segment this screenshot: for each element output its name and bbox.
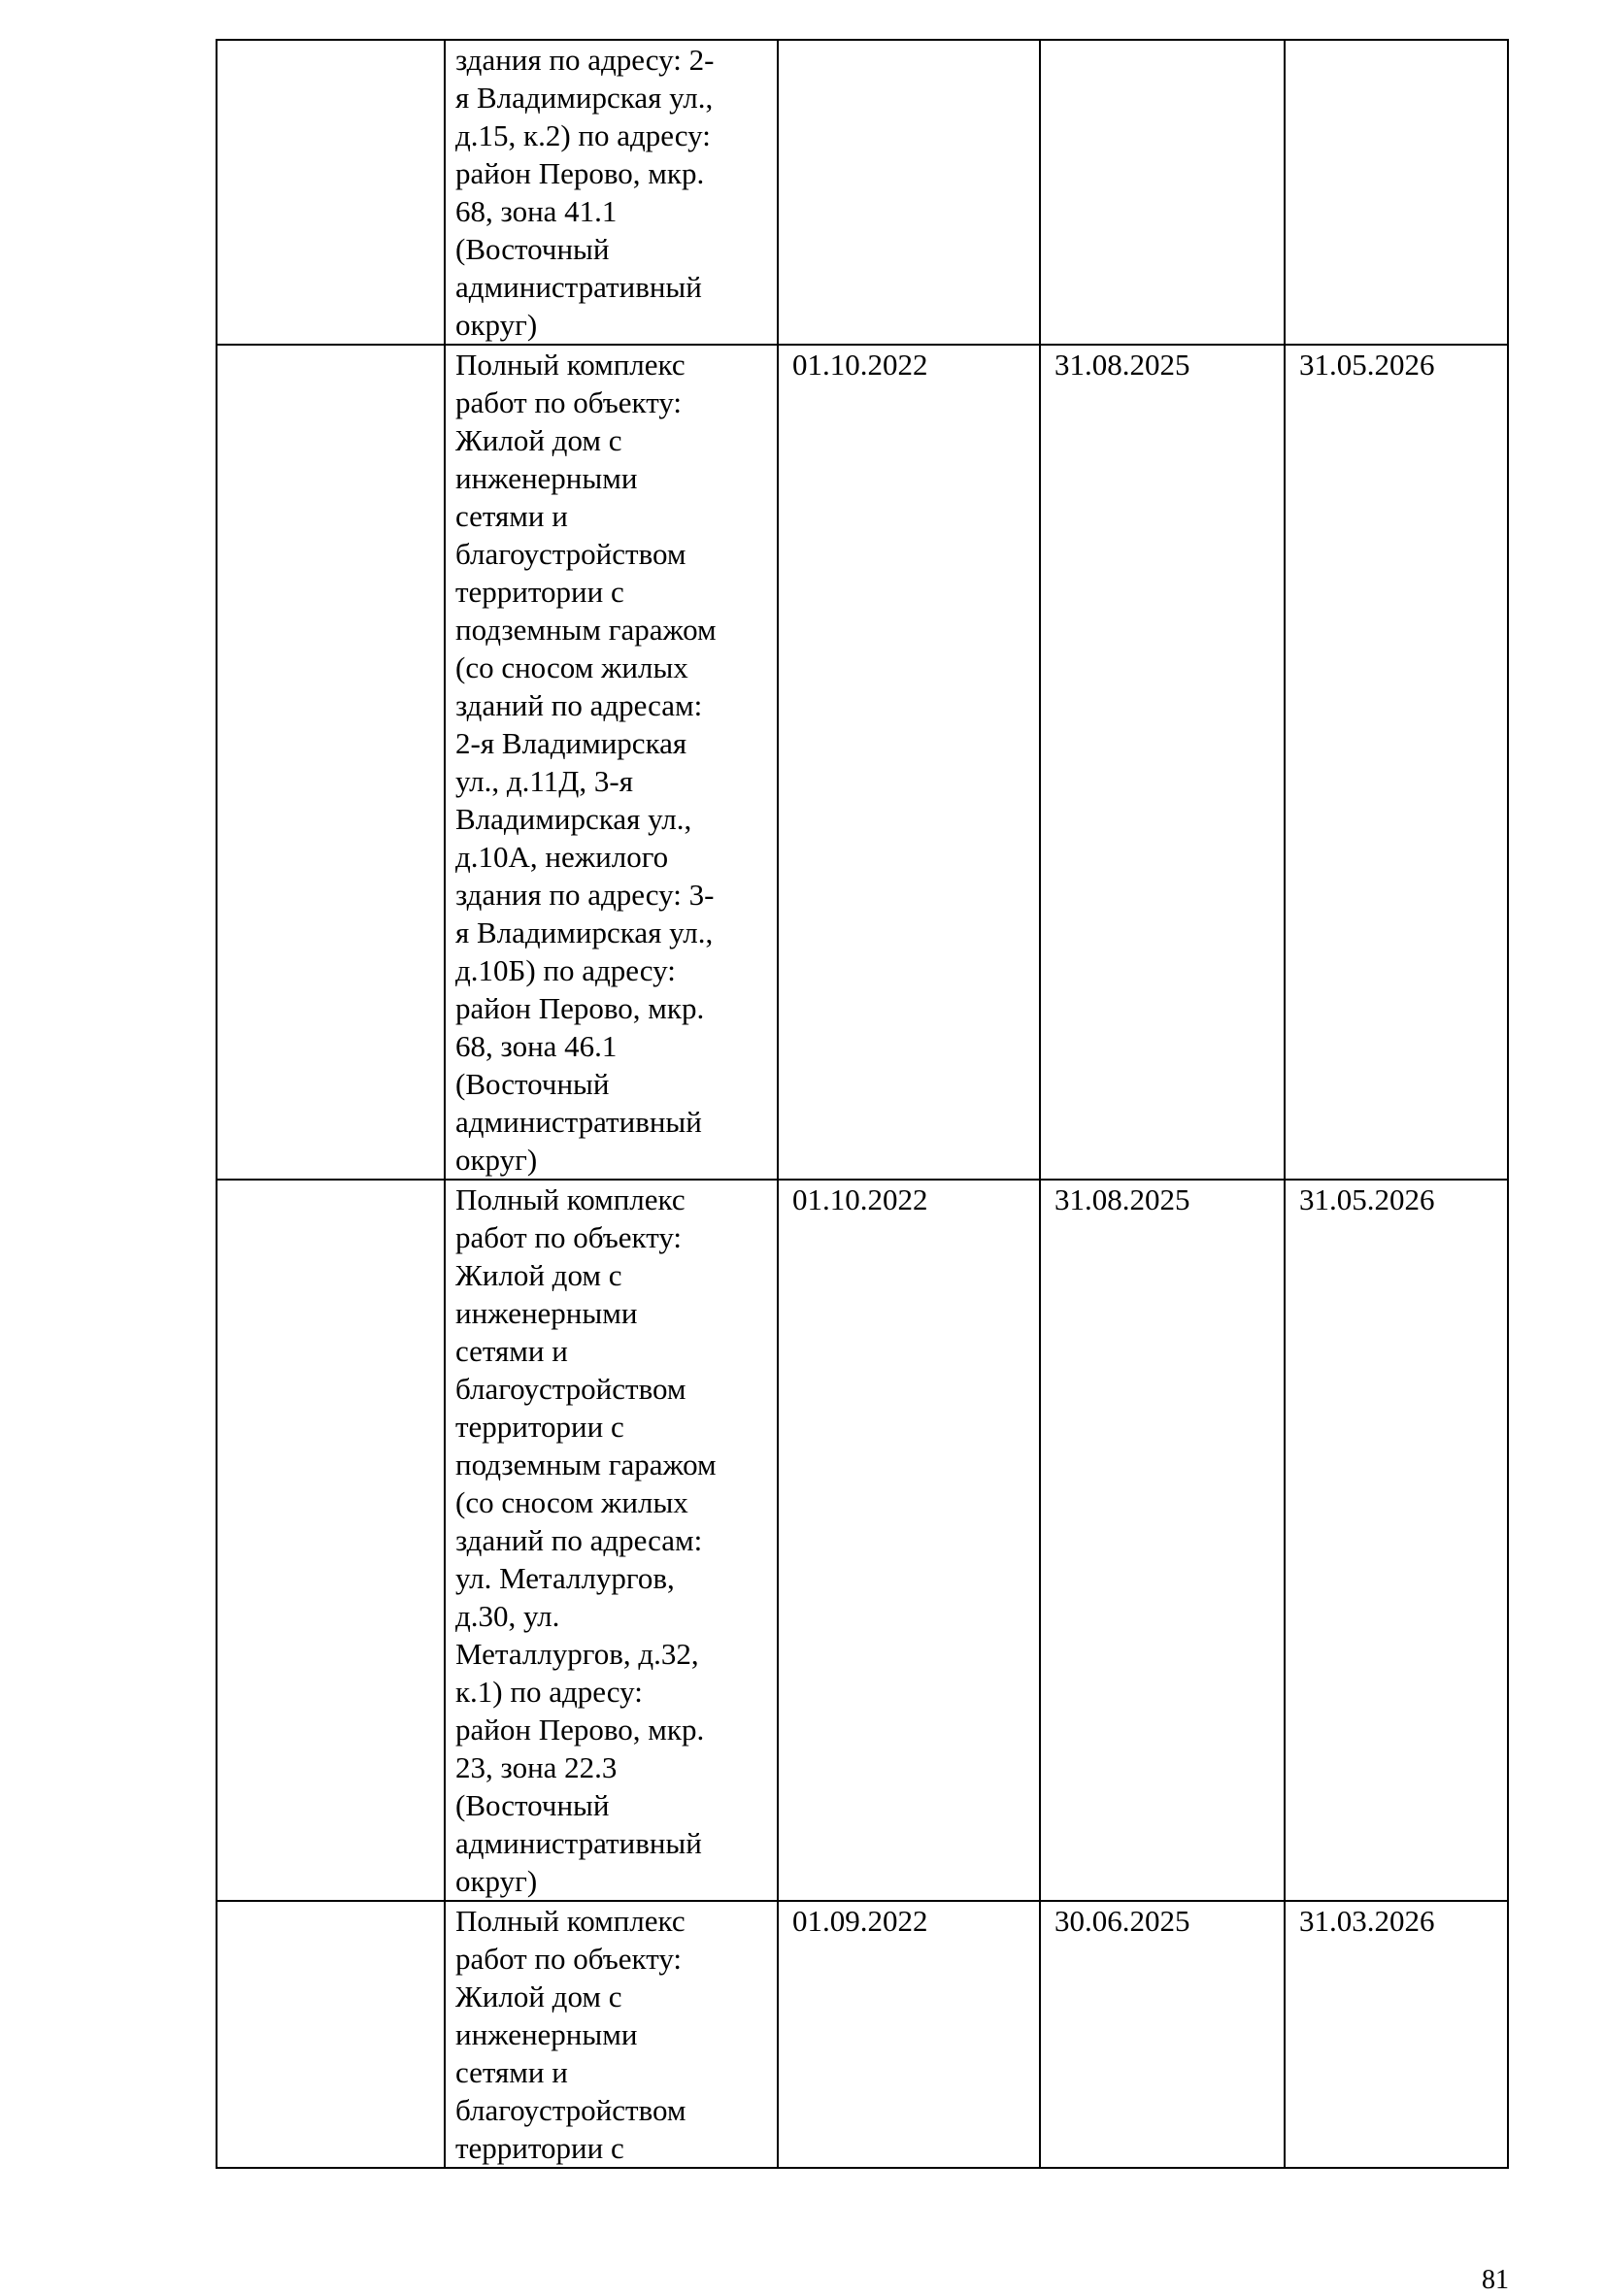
table-row [217,40,1508,345]
description-line: (Восточный [455,1067,610,1101]
description-line: д.10Б) по адресу: [455,953,676,987]
description-line: (Восточный [455,1788,610,1822]
description-line: сетями и [455,1334,568,1368]
object-description-cell [445,1901,778,2168]
description-line: (со сносом жилых [455,1485,688,1519]
description-line: инженерными [455,461,638,495]
description-line: д.10А, нежилого [455,840,669,874]
description-line: Полный комплекс [455,1904,686,1938]
description-line: Владимирская ул., [455,802,692,836]
commissioning-date-cell: 31.05.2026 [1285,345,1508,1180]
start-date-cell: 01.10.2022 [778,345,1040,1180]
description-line: Полный комплекс [455,1182,686,1216]
description-line: (Восточный [455,232,610,266]
description-line: административный [455,270,702,304]
description-line: работ по объекту: [455,1942,683,1976]
description-line: подземным гаражом [455,613,717,647]
completion-date-cell [1040,40,1285,345]
description-line: территории с [455,575,624,609]
description-line: административный [455,1105,702,1139]
description-line: инженерными [455,1296,638,1330]
description-line: здания по адресу: 3- [455,878,715,912]
description-line: сетями и [455,499,568,533]
commissioning-date-cell: 31.03.2026 [1285,1901,1508,2168]
description-line: территории с [455,2131,624,2165]
description-line: Жилой дом с [455,1258,622,1292]
description-line: Жилой дом с [455,423,622,457]
description-line: я Владимирская ул., [455,915,714,949]
completion-date-cell: 31.08.2025 [1040,1180,1285,1901]
description-line: (со сносом жилых [455,650,688,684]
object-description-cell [445,345,778,1180]
description-line: инженерными [455,2017,638,2051]
row-number-cell [217,40,445,345]
table-row [217,1180,1508,1901]
description-line: подземным гаражом [455,1447,717,1481]
description-line: район Перово, мкр. [455,1713,705,1747]
start-date-cell [778,40,1040,345]
completion-date-cell: 31.08.2025 [1040,345,1285,1180]
row-number-cell [217,345,445,1180]
description-line: административный [455,1826,702,1860]
start-date-cell: 01.10.2022 [778,1180,1040,1901]
schedule-table [216,39,1509,2169]
description-line: благоустройством [455,537,686,571]
description-line: сетями и [455,2055,568,2089]
description-line: район Перово, мкр. [455,991,705,1025]
page-number: 81 [1482,2265,1509,2295]
description-line: д.15, к.2) по адресу: [455,118,711,152]
description-line: зданий по адресам: [455,688,703,722]
description-line: округ) [455,1143,538,1177]
commissioning-date-cell [1285,40,1508,345]
description-line: зданий по адресам: [455,1523,703,1557]
description-line: работ по объекту: [455,1220,683,1254]
row-number-cell [217,1180,445,1901]
description-line: округ) [455,1864,538,1898]
description-line: территории с [455,1410,624,1444]
description-line: д.30, ул. [455,1599,560,1633]
description-line: 68, зона 41.1 [455,194,618,228]
description-line: здания по адресу: 2- [455,43,715,77]
description-line: ул. Металлургов, [455,1561,675,1595]
description-line: к.1) по адресу: [455,1675,643,1709]
row-number-cell [217,1901,445,2168]
completion-date-cell: 30.06.2025 [1040,1901,1285,2168]
description-line: благоустройством [455,1372,686,1406]
description-line: 2-я Владимирская [455,726,687,760]
description-line: округ) [455,308,538,342]
table-row [217,1901,1508,2168]
description-line: Полный комплекс [455,348,686,382]
description-line: район Перово, мкр. [455,156,705,190]
description-line: Жилой дом с [455,1980,622,2013]
description-line: я Владимирская ул., [455,81,714,115]
description-line: Металлургов, д.32, [455,1637,699,1671]
description-line: 68, зона 46.1 [455,1029,618,1063]
description-line: благоустройством [455,2093,686,2127]
object-description-cell [445,1180,778,1901]
description-line: работ по объекту: [455,385,683,419]
commissioning-date-cell: 31.05.2026 [1285,1180,1508,1901]
object-description-cell [445,40,778,345]
table-row [217,345,1508,1180]
description-line: 23, зона 22.3 [455,1750,618,1784]
start-date-cell: 01.09.2022 [778,1901,1040,2168]
description-line: ул., д.11Д, 3-я [455,764,633,798]
